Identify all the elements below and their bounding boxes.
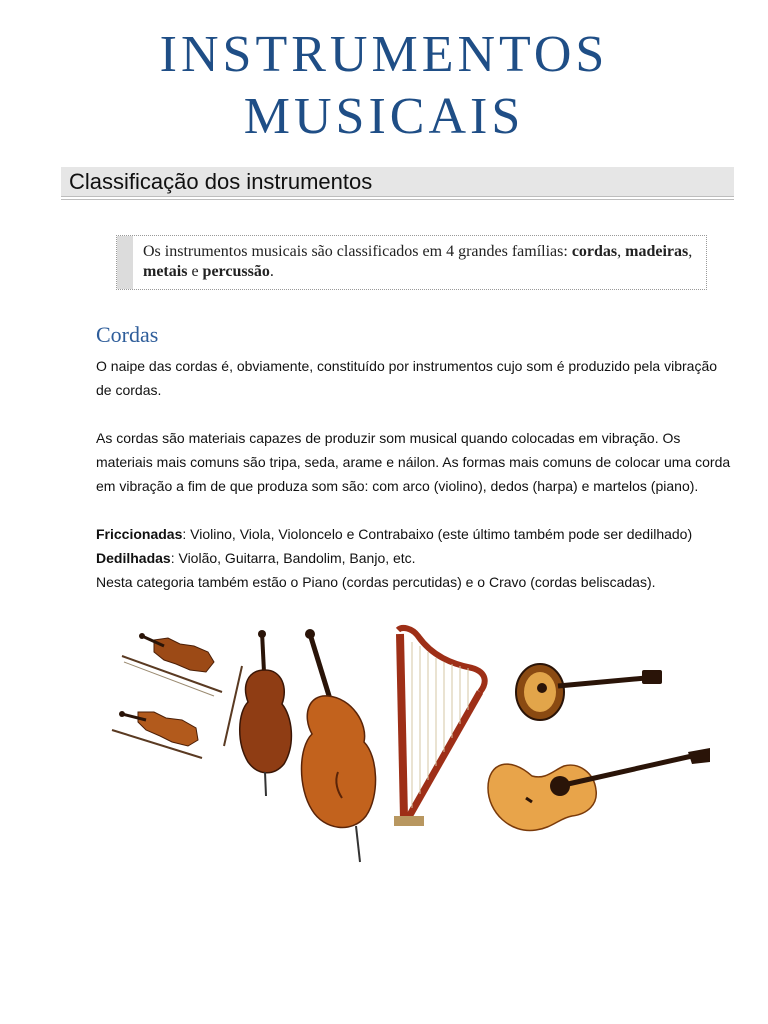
section-heading-band [61,167,734,197]
callout-sep: e [187,263,203,280]
guitar-icon [488,748,710,830]
family-madeiras: madeiras [625,243,689,260]
dedilhadas-line [96,546,736,570]
friccionadas-text: : Violino, Viola, Violoncelo e Contrabaixo (este último também pode ser dedilhado) [182,526,693,542]
mandolin-icon [516,664,662,720]
dedilhadas-text: : Violão, Guitarra, Bandolim, Banjo, etc. [170,550,416,566]
family-metais: metais [143,263,188,280]
section-divider [61,199,734,200]
title-line-2: MUSICAIS [243,88,525,145]
family-cordas: cordas [571,243,618,260]
paragraph-2: As cordas são materiais capazes de produzir som musical quando colocadas em vibração. Os materiais mais comuns são tripa, seda, arame e náilon. As formas mais comuns de colocar uma corda em vibração a fim de que produza som são: com arco (violino), dedos (harpa) e martelos (piano). [96,430,731,494]
callout-sep: , [617,243,626,260]
double-bass-icon [302,629,376,862]
callout-suffix: . [269,263,274,280]
callout-box [116,235,707,290]
paragraph-last: Nesta categoria também estão o Piano (cordas percutidas) e o Cravo (cordas beliscadas). [96,574,656,590]
viola-icon [112,711,202,758]
page-title [0,24,768,148]
family-percussao: percussão [202,263,270,280]
callout-sep: , [688,243,693,260]
instruments-figure [102,612,716,868]
cello-icon [224,630,291,796]
harp-icon [394,628,485,826]
friccionadas-line [96,522,736,546]
body-text [96,354,736,594]
callout-prefix: Os instrumentos musicais são classificados em 4 grandes famílias: [143,243,572,260]
dedilhadas-label: Dedilhadas [96,550,171,566]
callout-accent-bar [117,236,133,289]
paragraph-1: O naipe das cordas é, obviamente, constituído por instrumentos cujo som é produzido pela vibração de cordas. [96,358,718,398]
callout-text [143,242,696,282]
subheading-cordas: Cordas [96,322,159,347]
violin-icon [122,633,222,696]
friccionadas-label: Friccionadas [96,526,183,542]
title-line-1: INSTRUMENTOS [159,26,609,83]
section-heading: Classificação dos instrumentos [69,169,373,194]
